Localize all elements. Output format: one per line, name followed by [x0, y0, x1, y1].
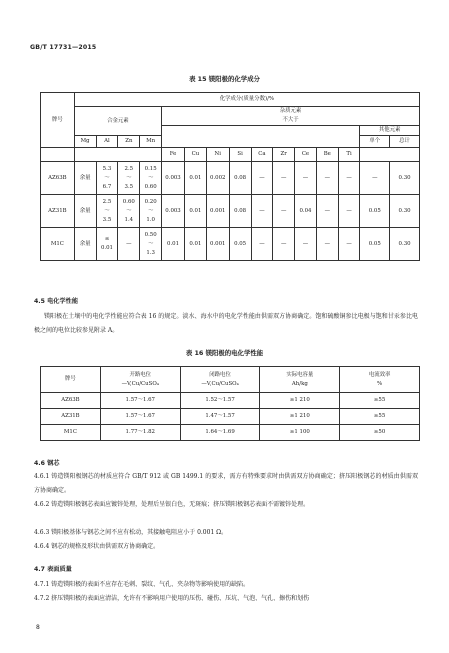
t15-el-mg: Mg [74, 136, 96, 148]
t16-efficiency-header: 电流效率 % [340, 367, 420, 393]
t15-zr: — [273, 195, 295, 228]
t15-be: — [316, 228, 338, 261]
t15-mg: 余量 [74, 228, 96, 261]
t15-si: 0.05 [229, 228, 251, 261]
t15-ti: — [338, 162, 360, 195]
t16-cell: 1.52～1.57 [180, 393, 260, 409]
t15-zn: — [118, 228, 140, 261]
section-4-6-title: 4.6 钢芯 [34, 460, 60, 467]
table-row [41, 409, 420, 425]
standard-code: GB/T 17731—2015 [30, 44, 97, 51]
t15-ti: — [338, 228, 360, 261]
t15-ce: — [295, 162, 317, 195]
t15-cu: 0.01 [184, 228, 206, 261]
section-4-5-paragraph: 镁阳极在土壤中的电化学性能应符合表 16 的规定。淡水、海水中的电化学性能由供需双方协商确定。饱和硫酸铜参比电极与饱和甘汞参比电极之间的电位比较参见附录 A。 [34, 313, 418, 334]
t15-el-ti: Ti [338, 148, 360, 162]
t15-fe: 0.003 [162, 195, 185, 228]
t15-al: 2.5 ～ 3.5 [96, 195, 118, 228]
t15-alloy-header: 合金元素 [74, 107, 161, 136]
t15-el-al: Al [96, 136, 118, 148]
t15-el-blank [41, 148, 75, 162]
section-4-7-title: 4.7 表面质量 [34, 566, 72, 573]
t16-cell: ≥1 100 [260, 425, 340, 441]
t15-grade: AZ63B [41, 162, 75, 195]
table-row [41, 425, 420, 441]
t15-si: 0.08 [229, 195, 251, 228]
t15-el-ce: Ce [295, 148, 317, 162]
t15-el-zr: Zr [273, 148, 295, 162]
t16-cell: M1C [41, 425, 101, 441]
t15-zn: 2.5 ～ 3.5 [118, 162, 140, 195]
section-4-6-2: 4.6.2 铸造镁阳极钢芯表面应镀锌处理，处理后呈银白色，无斑痕；挤压镁阳极钢芯表面不需镀锌处理。 [34, 501, 310, 508]
t15-cu: 0.01 [184, 195, 206, 228]
t16-cell: ≥55 [340, 409, 420, 425]
t16-cell: ≥1 210 [260, 409, 340, 425]
t15-mn: 0.50 ～ 1.3 [140, 228, 162, 261]
t15-single: 0.05 [360, 228, 390, 261]
t15-el-blank-other [360, 148, 420, 162]
t15-total: 0.30 [390, 195, 420, 228]
section-4-6-4: 4.6.4 钢芯的规格及形状由供需双方协商确定。 [34, 543, 160, 550]
table-row [41, 195, 420, 228]
section-4-7-2: 4.7.2 挤压镁阳极的表面应清洁，允许有不影响用户使用的压伤、碰伤、压坑、气泡、气孔、擦伤和划伤 [34, 595, 310, 602]
t16-cell: AZ63B [41, 393, 101, 409]
section-4-7-1: 4.7.1 铸造镁阳极的表面不应存在毛刺、裂纹、气孔、夹杂物等影响使用的缺陷。 [34, 581, 250, 588]
t15-ni: 0.002 [206, 162, 229, 195]
t15-zr: — [273, 162, 295, 195]
t16-closed-potential-header: 闭路电位 —V,Cu/CuSO₄ [180, 367, 260, 393]
t15-el-be: Be [316, 148, 338, 162]
t15-single: — [360, 162, 390, 195]
t15-ce: — [295, 228, 317, 261]
t15-composition-header: 化学成分(质量分数)/% [74, 93, 419, 107]
t15-grade: AZ31B [41, 195, 75, 228]
t16-cell: 1.77～1.82 [100, 425, 180, 441]
t15-single: 0.05 [360, 195, 390, 228]
section-4-5-title: 4.5 电化学性能 [34, 298, 79, 305]
table-row [41, 393, 420, 409]
t15-el-mn: Mn [140, 136, 162, 148]
t16-cell: ≥55 [340, 393, 420, 409]
t15-fe: 0.01 [162, 228, 185, 261]
t15-other-header: 其他元素 [360, 126, 420, 136]
section-4-6-3: 4.6.3 镁阳极基体与钢芯之间不应有松动，其接触电阻应小于 0.001 Ω。 [34, 529, 228, 536]
t15-si: 0.08 [229, 162, 251, 195]
t15-el-blank-alloy [74, 148, 161, 162]
t15-single-header: 单个 [360, 136, 390, 148]
t15-be: — [316, 162, 338, 195]
table16-caption: 表 16 镁阳极的电化学性能 [185, 349, 264, 357]
t16-cell: 1.47～1.57 [180, 409, 260, 425]
t15-el-cu: Cu [184, 148, 206, 162]
t15-ni: 0.001 [206, 195, 229, 228]
t15-el-ni: Ni [206, 148, 229, 162]
t16-cell: AZ31B [41, 409, 101, 425]
t16-open-potential-header: 开路电位 —V,Cu/CuSO₄ [100, 367, 180, 393]
t15-be: — [316, 195, 338, 228]
t15-fe: 0.003 [162, 162, 185, 195]
table16 [40, 366, 420, 441]
t15-impurity-spacer [162, 126, 360, 148]
t15-ca: — [251, 228, 273, 261]
table15 [40, 92, 420, 261]
t16-cell: 1.57～1.67 [100, 393, 180, 409]
t15-ti: — [338, 195, 360, 228]
table-row [41, 162, 420, 195]
t16-capacity-header: 实际电容量 Ah/kg [260, 367, 340, 393]
t16-cell: 1.64～1.69 [180, 425, 260, 441]
t15-total: 0.30 [390, 162, 420, 195]
t15-el-si: Si [229, 148, 251, 162]
t15-zr: — [273, 228, 295, 261]
t15-al: ≤ 0.01 [96, 228, 118, 261]
section-4-6-1: 4.6.1 铸造镁阳极钢芯的材质应符合 GB/T 912 或 GB 1499.1 的要求，需方有特殊要求时由供需双方协商确定；挤压阳极钢芯的材质由供需双方协商确定。 [34, 473, 418, 494]
t15-zn: 0.60 ～ 1.4 [118, 195, 140, 228]
t15-total: 0.30 [390, 228, 420, 261]
t16-grade-header: 牌号 [41, 367, 101, 393]
t15-impurity-header: 杂质元素 不大于 [162, 107, 420, 126]
t15-mg: 余量 [74, 195, 96, 228]
t15-ca: — [251, 195, 273, 228]
t15-cu: 0.01 [184, 162, 206, 195]
t15-ca: — [251, 162, 273, 195]
t15-ce: 0.04 [295, 195, 317, 228]
table15-caption: 表 15 镁阳极的化学成分 [189, 75, 260, 83]
t15-grade: M1C [41, 228, 75, 261]
t15-mn: 0.20 ～ 1.0 [140, 195, 162, 228]
t16-cell: ≥1 210 [260, 393, 340, 409]
t15-total-header: 总计 [390, 136, 420, 148]
table-row [41, 228, 420, 261]
t15-el-fe: Fe [162, 148, 185, 162]
t15-mn: 0.15 ～ 0.60 [140, 162, 162, 195]
t15-el-zn: Zn [118, 136, 140, 148]
t15-mg: 余量 [74, 162, 96, 195]
t15-el-ca: Ca [251, 148, 273, 162]
t15-grade-header: 牌号 [41, 93, 75, 148]
t16-cell: ≥50 [340, 425, 420, 441]
page-number: 8 [36, 624, 40, 631]
t15-ni: 0.001 [206, 228, 229, 261]
t15-al: 5.3 ～ 6.7 [96, 162, 118, 195]
t16-cell: 1.57～1.67 [100, 409, 180, 425]
